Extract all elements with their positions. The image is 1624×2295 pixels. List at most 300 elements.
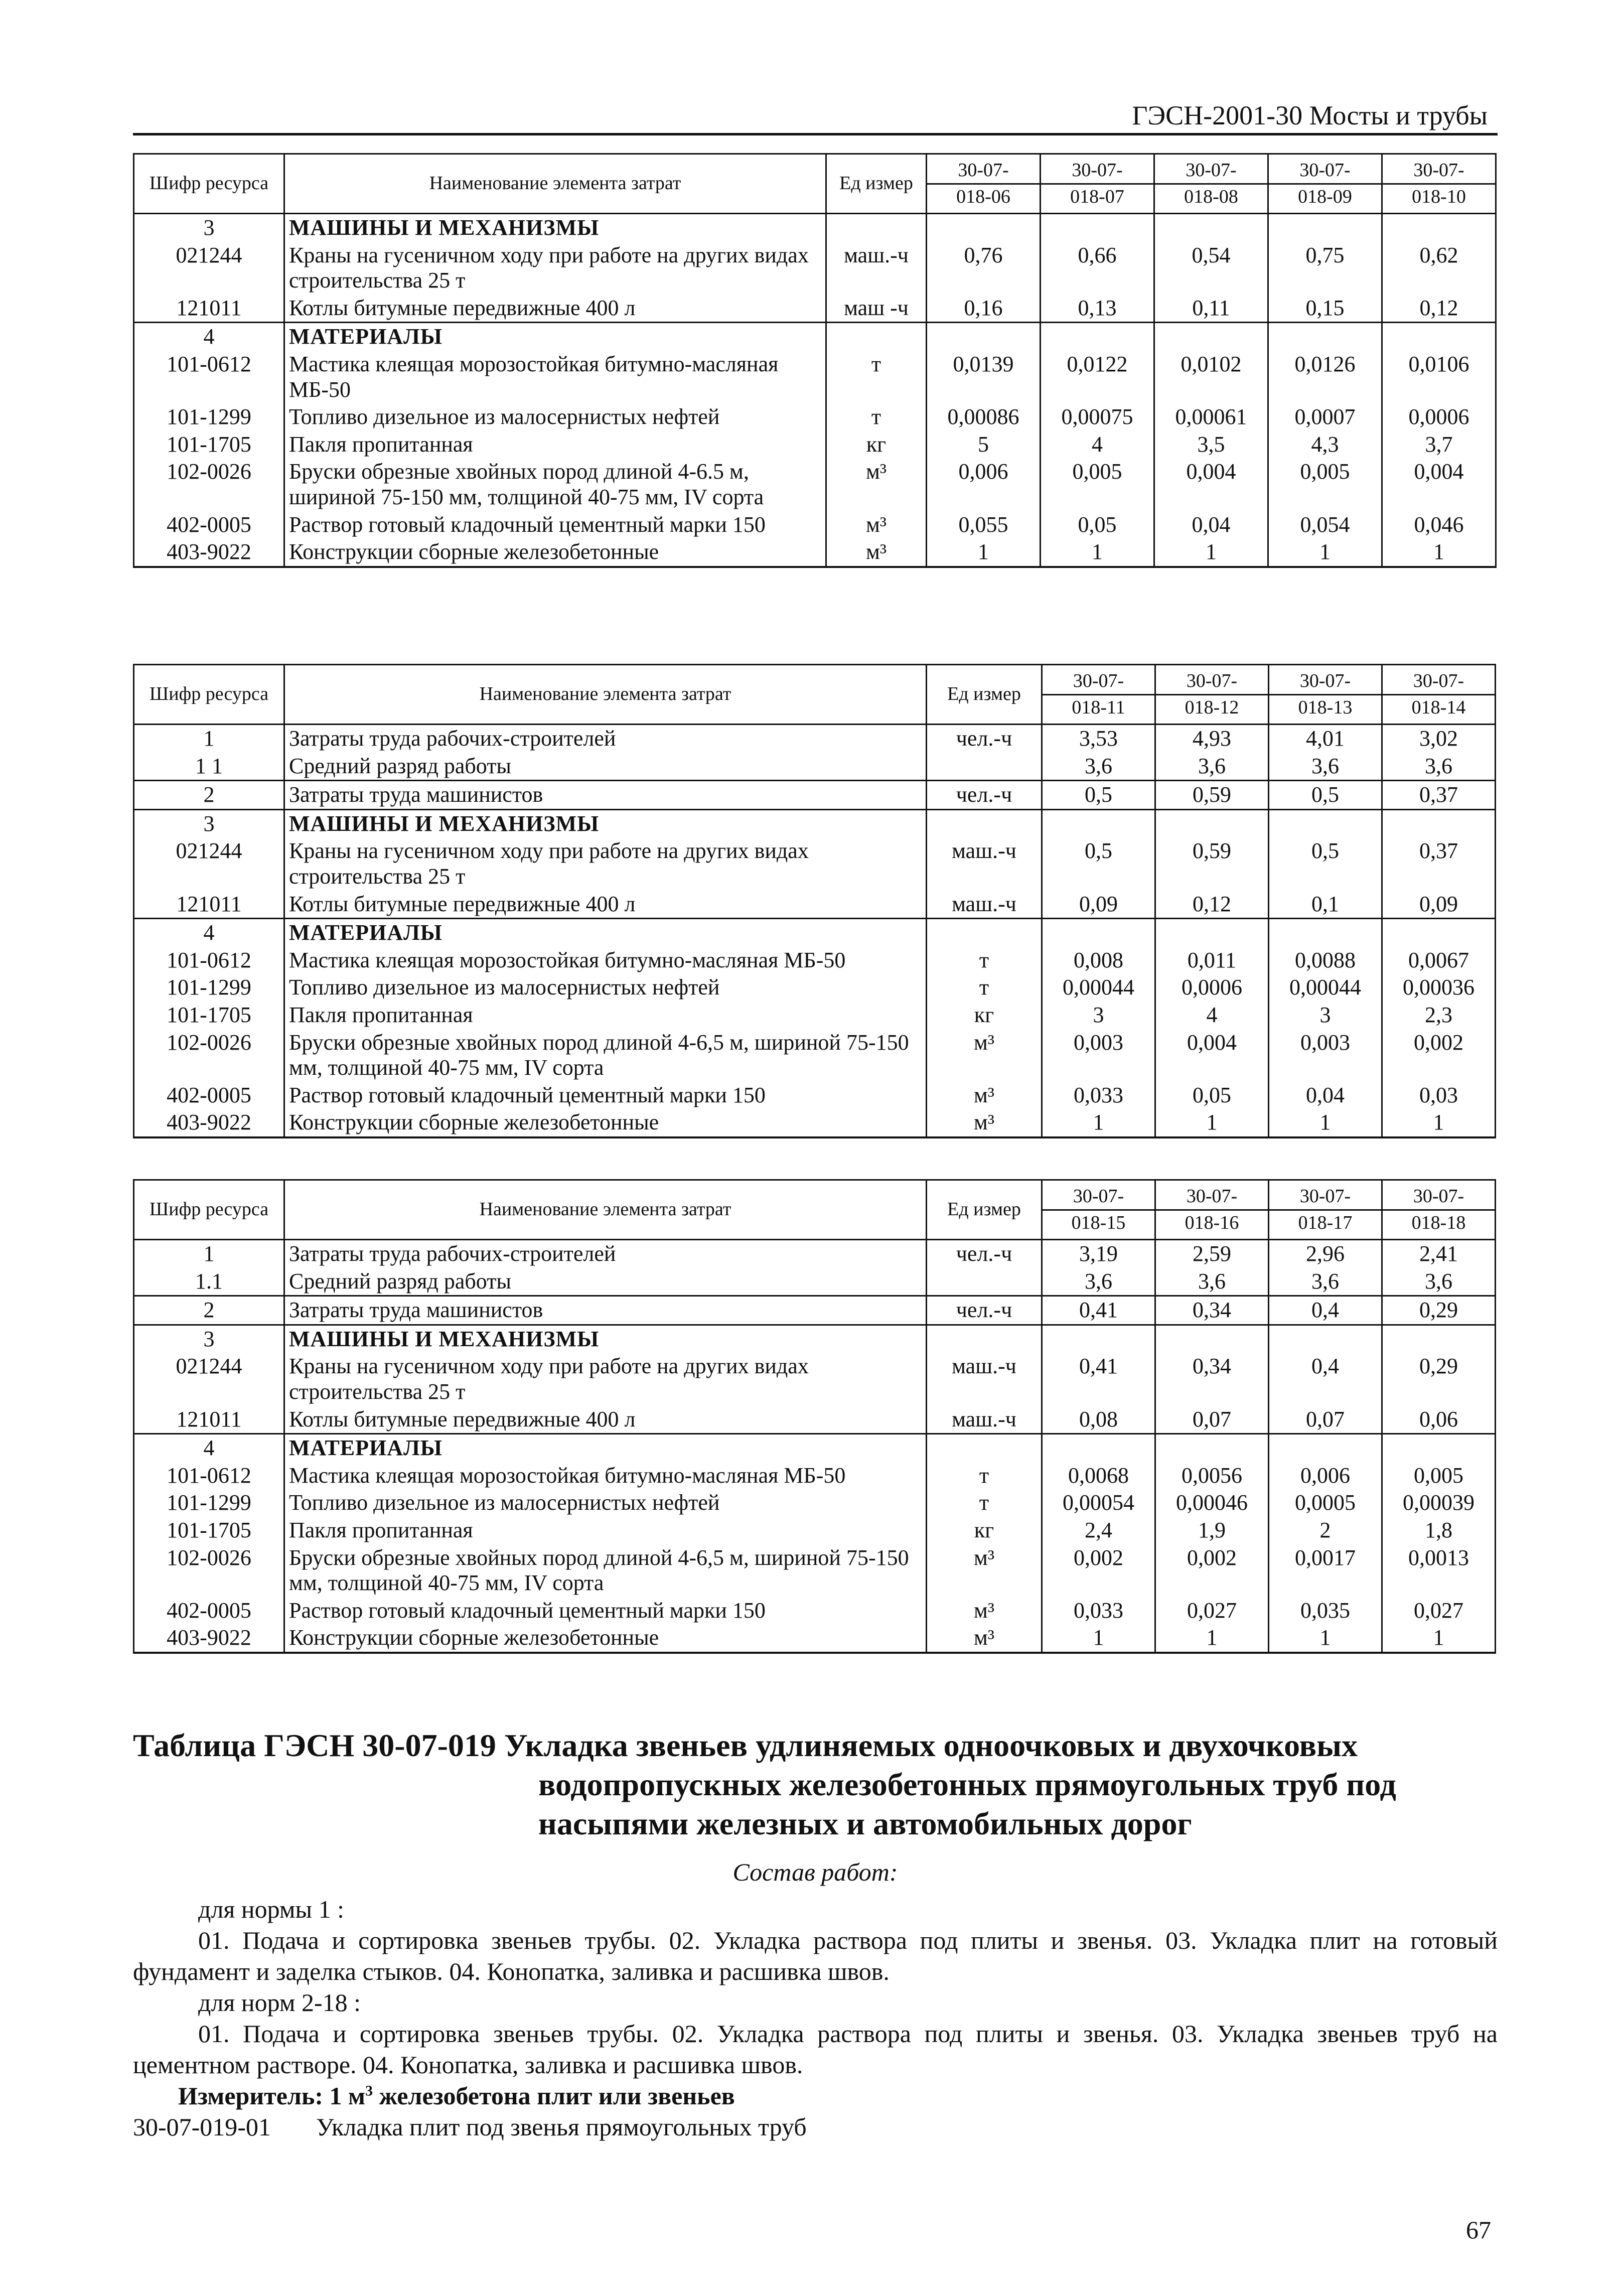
resource-value xyxy=(927,323,1041,351)
resource-code: 402-0005 xyxy=(134,1082,284,1109)
resource-value: 0,0068 xyxy=(1042,1462,1155,1490)
resource-code: 403-9022 xyxy=(134,538,284,567)
resource-value xyxy=(1155,809,1269,837)
resource-value: 0,011 xyxy=(1155,947,1269,974)
resource-code: 101-0612 xyxy=(134,947,284,974)
section-row xyxy=(134,1434,1496,1462)
resource-value: 0,00036 xyxy=(1382,974,1496,1001)
resource-value: 0,00054 xyxy=(1042,1489,1155,1517)
header-unit: Ед измер xyxy=(927,665,1042,725)
header-norm-column xyxy=(1382,1180,1496,1240)
resource-name: Средний разряд работы xyxy=(284,1268,927,1296)
resource-value xyxy=(1041,214,1154,242)
resource-value xyxy=(1382,1434,1496,1462)
header-norm-prefix: 30-07- xyxy=(1073,670,1124,691)
work-composition xyxy=(133,1856,1498,2142)
header-norm-prefix: 30-07- xyxy=(1413,159,1464,181)
resource-name: Затраты труда машинистов xyxy=(284,781,927,810)
resource-value: 0,29 xyxy=(1382,1353,1496,1405)
resource-unit: м³ xyxy=(927,1597,1042,1625)
header-name: Наименование элемента затрат xyxy=(284,154,826,214)
header-norm-suffix: 018-11 xyxy=(1043,694,1154,720)
resource-value xyxy=(927,214,1041,242)
header-norm-column xyxy=(1042,1180,1155,1240)
table-row xyxy=(134,538,1496,567)
resource-value: 3 xyxy=(1042,1001,1155,1029)
resource-value: 5 xyxy=(927,431,1041,459)
resource-unit: м³ xyxy=(927,1624,1042,1653)
resource-value: 4 xyxy=(1155,1001,1269,1029)
resource-value: 1 xyxy=(1382,1109,1496,1137)
resource-value: 0,00046 xyxy=(1155,1489,1269,1517)
resource-value: 0,76 xyxy=(927,242,1041,295)
resource-unit: т xyxy=(826,351,927,403)
header-norm-column xyxy=(1041,154,1154,214)
resource-value: 1 xyxy=(1269,1624,1382,1653)
resource-unit: м³ xyxy=(826,538,927,567)
resource-value: 0,4 xyxy=(1269,1353,1382,1405)
resource-value: 2,96 xyxy=(1269,1240,1382,1268)
resource-code: 2 xyxy=(134,781,284,810)
resource-code: 101-0612 xyxy=(134,351,284,403)
resource-value: 0,41 xyxy=(1042,1353,1155,1405)
resource-value xyxy=(1382,919,1496,947)
resource-value xyxy=(1155,1325,1269,1353)
table-019-title xyxy=(133,1726,1498,1843)
resource-value: 0,003 xyxy=(1042,1029,1155,1082)
resource-name: Бруски обрезные хвойных пород длиной 4-6,5 м, шириной 75-150 мм, толщиной 40-75 мм, IV сорта xyxy=(284,1029,927,1082)
resource-name: Конструкции сборные железобетонные xyxy=(284,1109,927,1137)
table-row xyxy=(134,725,1496,753)
header-norm-column xyxy=(1382,154,1496,214)
resource-value: 3,7 xyxy=(1382,431,1496,459)
resource-value: 0,0007 xyxy=(1268,403,1382,431)
resource-code: 021244 xyxy=(134,837,284,890)
table-019-title-line1: Таблица ГЭСН 30-07-019 Укладка звеньев удлиняемых одноочковых и двухочковых xyxy=(133,1728,1358,1763)
resource-code: 3 xyxy=(134,809,284,837)
resource-code: 4 xyxy=(134,1434,284,1462)
resource-value: 0,05 xyxy=(1155,1082,1269,1109)
measure-label: Измеритель: xyxy=(178,2082,324,2110)
resource-code: 101-1299 xyxy=(134,403,284,431)
resource-unit: т xyxy=(927,1462,1042,1490)
resource-value: 0,34 xyxy=(1155,1296,1269,1325)
resource-value: 2,41 xyxy=(1382,1240,1496,1268)
resource-value xyxy=(1382,1325,1496,1353)
resource-name: Топливо дизельное из малосернистых нефтей xyxy=(284,1489,927,1517)
running-header xyxy=(133,98,1498,135)
resource-name: Конструкции сборные железобетонные xyxy=(284,1624,927,1653)
work-heading: Состав работ: xyxy=(732,1858,898,1886)
norm2-label: для норм 2-18 : xyxy=(198,1988,361,2017)
table-row xyxy=(134,1406,1496,1434)
header-norm-suffix: 018-12 xyxy=(1156,694,1268,720)
section-row xyxy=(134,809,1496,837)
resource-value: 0,12 xyxy=(1155,891,1269,919)
resource-value xyxy=(1042,1434,1155,1462)
resource-value: 1 xyxy=(1155,1109,1269,1137)
resource-value: 0,00044 xyxy=(1269,974,1382,1001)
table-row xyxy=(134,295,1496,323)
resource-code: 3 xyxy=(134,214,284,242)
resource-unit xyxy=(826,323,927,351)
resource-table-018-15-18 xyxy=(133,1179,1496,1654)
resource-value: 0,12 xyxy=(1382,295,1496,323)
resource-value: 0,033 xyxy=(1042,1082,1155,1109)
resource-value: 1 xyxy=(1382,538,1496,567)
resource-value xyxy=(1268,214,1382,242)
resource-value xyxy=(1041,323,1154,351)
resource-code: 4 xyxy=(134,919,284,947)
resource-value xyxy=(1382,809,1496,837)
resource-value: 4,3 xyxy=(1268,431,1382,459)
norm-item xyxy=(133,2111,1498,2142)
header-norm-suffix: 018-15 xyxy=(1043,1209,1154,1235)
resource-value: 1 xyxy=(1269,1109,1382,1137)
header-norm-prefix: 30-07- xyxy=(1073,1185,1124,1207)
header-norm-prefix: 30-07- xyxy=(1299,670,1351,691)
resource-value: 0,5 xyxy=(1042,781,1155,810)
table-row xyxy=(134,1268,1496,1296)
header-unit: Ед измер xyxy=(927,1180,1042,1240)
resource-value: 0,34 xyxy=(1155,1353,1269,1405)
resource-code: 1 xyxy=(134,725,284,753)
resource-value: 0,06 xyxy=(1382,1406,1496,1434)
resource-unit: т xyxy=(826,403,927,431)
resource-value xyxy=(1042,809,1155,837)
header-norm-column xyxy=(927,154,1041,214)
resource-value: 0,59 xyxy=(1155,837,1269,890)
resource-value: 0,09 xyxy=(1042,891,1155,919)
resource-value xyxy=(1042,1325,1155,1353)
resource-value: 0,11 xyxy=(1154,295,1268,323)
resource-name: Раствор готовый кладочный цементный марки 150 xyxy=(284,1082,927,1109)
resource-value: 0,0017 xyxy=(1269,1544,1382,1597)
resource-value: 3,6 xyxy=(1042,1268,1155,1296)
resource-code: 021244 xyxy=(134,242,284,295)
resource-value: 0,08 xyxy=(1042,1406,1155,1434)
header-norm-column xyxy=(1269,665,1382,725)
resource-value: 0,0067 xyxy=(1382,947,1496,974)
resource-value: 0,0013 xyxy=(1382,1544,1496,1597)
measure-line xyxy=(133,2080,1498,2111)
resource-code: 2 xyxy=(134,1296,284,1325)
section-row xyxy=(134,919,1496,947)
resource-value xyxy=(1382,214,1496,242)
resource-code: 402-0005 xyxy=(134,511,284,539)
resource-value: 0,0056 xyxy=(1155,1462,1269,1490)
table-row xyxy=(134,974,1496,1001)
resource-value: 0,41 xyxy=(1042,1296,1155,1325)
resource-unit xyxy=(927,753,1042,781)
resource-name: Котлы битумные передвижные 400 л xyxy=(284,891,927,919)
resource-value: 0,37 xyxy=(1382,837,1496,890)
header-norm-suffix: 018-14 xyxy=(1383,694,1495,720)
resource-name: Пакля пропитанная xyxy=(284,1517,927,1544)
resource-code: 121011 xyxy=(134,1406,284,1434)
resource-value: 2,59 xyxy=(1155,1240,1269,1268)
resource-unit: маш.-ч xyxy=(927,837,1042,890)
header-norm-prefix: 30-07- xyxy=(1299,159,1351,181)
resource-code: 4 xyxy=(134,323,284,351)
header-norm-suffix: 018-10 xyxy=(1383,183,1495,209)
resource-value: 4,93 xyxy=(1155,725,1269,753)
resource-unit xyxy=(927,919,1042,947)
resource-code: 102-0026 xyxy=(134,1544,284,1597)
table-row xyxy=(134,1462,1496,1490)
resource-code: 102-0026 xyxy=(134,1029,284,1082)
resource-code: 102-0026 xyxy=(134,458,284,511)
resource-value: 0,13 xyxy=(1041,295,1154,323)
resource-value: 3,6 xyxy=(1269,753,1382,781)
resource-value: 0,005 xyxy=(1041,458,1154,511)
header-norm-suffix: 018-18 xyxy=(1383,1209,1495,1235)
resource-code: 101-1299 xyxy=(134,974,284,1001)
resource-value: 0,05 xyxy=(1041,511,1154,539)
resource-value: 0,0006 xyxy=(1155,974,1269,1001)
table-019-title-line2: водопропускных железобетонных прямоугольных труб под xyxy=(538,1767,1396,1803)
resource-value: 1 xyxy=(1382,1624,1496,1653)
header-norm-suffix: 018-06 xyxy=(927,183,1040,209)
resource-value: 3,02 xyxy=(1382,725,1496,753)
page-number: 67 xyxy=(1466,2216,1491,2244)
resource-name: Пакля пропитанная xyxy=(284,431,826,459)
resource-value: 0,054 xyxy=(1268,511,1382,539)
header-norm-suffix: 018-16 xyxy=(1156,1209,1268,1235)
table-row xyxy=(134,1109,1496,1137)
resource-unit xyxy=(927,1268,1042,1296)
resource-value: 0,003 xyxy=(1269,1029,1382,1082)
norm1-label: для нормы 1 : xyxy=(198,1895,345,1923)
resource-value: 0,00061 xyxy=(1154,403,1268,431)
resource-value: 1 xyxy=(1268,538,1382,567)
resource-name: Краны на гусеничном ходу при работе на других видах строительства 25 т xyxy=(284,837,927,890)
resource-value: 0,0106 xyxy=(1382,351,1496,403)
resource-value xyxy=(1382,323,1496,351)
resource-unit: т xyxy=(927,1489,1042,1517)
resource-value: 0,005 xyxy=(1268,458,1382,511)
resource-value: 0,00039 xyxy=(1382,1489,1496,1517)
table-row xyxy=(134,781,1496,810)
resource-value: 0,004 xyxy=(1154,458,1268,511)
header-code: Шифр ресурса xyxy=(134,1180,284,1240)
resource-value: 4,01 xyxy=(1269,725,1382,753)
resource-unit: т xyxy=(927,974,1042,1001)
table-row xyxy=(134,891,1496,919)
resource-value: 0,59 xyxy=(1155,781,1269,810)
resource-unit: т xyxy=(927,947,1042,974)
resource-code: 1.1 xyxy=(134,1268,284,1296)
resource-value: 3,6 xyxy=(1269,1268,1382,1296)
resource-unit: кг xyxy=(927,1517,1042,1544)
resource-value: 0,29 xyxy=(1382,1296,1496,1325)
resource-value: 2 xyxy=(1269,1517,1382,1544)
resource-value: 0,5 xyxy=(1269,781,1382,810)
resource-unit: маш.-ч xyxy=(826,242,927,295)
resource-table-018-11-14 xyxy=(133,664,1496,1138)
resource-value: 0,0088 xyxy=(1269,947,1382,974)
resource-unit: чел.-ч xyxy=(927,725,1042,753)
resource-value: 2,4 xyxy=(1042,1517,1155,1544)
header-norm-prefix: 30-07- xyxy=(1186,1185,1238,1207)
header-name: Наименование элемента затрат xyxy=(284,1180,927,1240)
resource-value: 0,002 xyxy=(1042,1544,1155,1597)
resource-unit: м³ xyxy=(826,458,927,511)
norm-item-code: 30-07-019-01 xyxy=(133,2113,271,2141)
header-norm-suffix: 018-07 xyxy=(1041,183,1153,209)
resource-unit: маш.-ч xyxy=(927,891,1042,919)
resource-value: 0,0102 xyxy=(1154,351,1268,403)
resource-value: 0,0006 xyxy=(1382,403,1496,431)
resource-value: 3,6 xyxy=(1155,1268,1269,1296)
resource-name: Котлы битумные передвижные 400 л xyxy=(284,295,826,323)
table-row xyxy=(134,947,1496,974)
resource-value: 0,15 xyxy=(1268,295,1382,323)
resource-name: Мастика клеящая морозостойкая битумно-масляная МБ-50 xyxy=(284,351,826,403)
table-row xyxy=(134,753,1496,781)
resource-value: 0,5 xyxy=(1042,837,1155,890)
resource-value: 3,6 xyxy=(1155,753,1269,781)
resource-value: 0,54 xyxy=(1154,242,1268,295)
table-row xyxy=(134,1624,1496,1653)
resource-value: 3,19 xyxy=(1042,1240,1155,1268)
resource-unit: м³ xyxy=(927,1109,1042,1137)
resource-value: 0,04 xyxy=(1154,511,1268,539)
header-norm-suffix: 018-13 xyxy=(1269,694,1381,720)
table-row xyxy=(134,242,1496,295)
resource-code: 101-1705 xyxy=(134,1517,284,1544)
resource-value xyxy=(1154,214,1268,242)
resource-name: МАШИНЫ И МЕХАНИЗМЫ xyxy=(284,809,927,837)
resource-unit: м³ xyxy=(927,1544,1042,1597)
resource-value xyxy=(1042,919,1155,947)
resource-unit xyxy=(826,214,927,242)
running-header-title: ГЭСН-2001-30 Мосты и трубы xyxy=(1132,100,1488,130)
resource-unit: чел.-ч xyxy=(927,781,1042,810)
header-norm-column xyxy=(1154,154,1268,214)
resource-value: 1 xyxy=(1154,538,1268,567)
resource-name: Котлы битумные передвижные 400 л xyxy=(284,1406,927,1434)
resource-code: 021244 xyxy=(134,1353,284,1405)
table-row xyxy=(134,1517,1496,1544)
resource-value xyxy=(1268,323,1382,351)
header-norm-prefix: 30-07- xyxy=(1186,159,1237,181)
resource-value: 0,0005 xyxy=(1269,1489,1382,1517)
table-row xyxy=(134,837,1496,890)
resource-name: МАШИНЫ И МЕХАНИЗМЫ xyxy=(284,1325,927,1353)
resource-value: 0,004 xyxy=(1382,458,1496,511)
resource-name: МАТЕРИАЛЫ xyxy=(284,919,927,947)
resource-value: 3,6 xyxy=(1382,1268,1496,1296)
header-norm-prefix: 30-07- xyxy=(1413,1185,1464,1207)
header-norm-suffix: 018-17 xyxy=(1269,1209,1381,1235)
resource-value: 0,00044 xyxy=(1042,974,1155,1001)
resource-code: 101-1299 xyxy=(134,1489,284,1517)
table-row xyxy=(134,511,1496,539)
norm-item-name: Укладка плит под звенья прямоугольных труб xyxy=(316,2113,807,2141)
resource-code: 1 xyxy=(134,1240,284,1268)
resource-value: 4 xyxy=(1041,431,1154,459)
resource-code: 121011 xyxy=(134,891,284,919)
resource-value: 0,006 xyxy=(1269,1462,1382,1490)
resource-unit xyxy=(927,809,1042,837)
resource-value: 0,004 xyxy=(1155,1029,1269,1082)
resource-unit: маш.-ч xyxy=(927,1353,1042,1405)
resource-unit: кг xyxy=(927,1001,1042,1029)
header-unit: Ед измер xyxy=(826,154,927,214)
resource-value: 3,6 xyxy=(1042,753,1155,781)
table-row xyxy=(134,1597,1496,1625)
section-row xyxy=(134,323,1496,351)
resource-unit: м³ xyxy=(927,1082,1042,1109)
table-row xyxy=(134,351,1496,403)
resource-value: 0,62 xyxy=(1382,242,1496,295)
resource-value: 0,04 xyxy=(1269,1082,1382,1109)
resource-code: 1 1 xyxy=(134,753,284,781)
header-norm-column xyxy=(1155,1180,1269,1240)
resource-value: 3,5 xyxy=(1154,431,1268,459)
table-row xyxy=(134,458,1496,511)
resource-value: 0,4 xyxy=(1269,1296,1382,1325)
table-row xyxy=(134,431,1496,459)
resource-unit: м³ xyxy=(927,1029,1042,1082)
header-norm-column xyxy=(1042,665,1155,725)
resource-unit: маш.-ч xyxy=(927,1406,1042,1434)
table-row xyxy=(134,1240,1496,1268)
table-row xyxy=(134,1296,1496,1325)
header-norm-suffix: 018-09 xyxy=(1269,183,1381,209)
resource-value: 0,0139 xyxy=(927,351,1041,403)
resource-value: 0,035 xyxy=(1269,1597,1382,1625)
resource-value xyxy=(1155,919,1269,947)
table-row xyxy=(134,1082,1496,1109)
resource-name: Раствор готовый кладочный цементный марки 150 xyxy=(284,1597,927,1625)
resource-value: 0,07 xyxy=(1155,1406,1269,1434)
table-row xyxy=(134,1489,1496,1517)
resource-name: Средний разряд работы xyxy=(284,753,927,781)
resource-value: 0,002 xyxy=(1155,1544,1269,1597)
resource-value: 0,0122 xyxy=(1041,351,1154,403)
header-name: Наименование элемента затрат xyxy=(284,665,927,725)
header-norm-column xyxy=(1268,154,1382,214)
resource-unit: кг xyxy=(826,431,927,459)
resource-code: 3 xyxy=(134,1325,284,1353)
resource-name: МАШИНЫ И МЕХАНИЗМЫ xyxy=(284,214,826,242)
resource-code: 402-0005 xyxy=(134,1597,284,1625)
resource-value: 0,008 xyxy=(1042,947,1155,974)
resource-value xyxy=(1269,1325,1382,1353)
resource-value: 0,0126 xyxy=(1268,351,1382,403)
header-norm-prefix: 30-07- xyxy=(1186,670,1238,691)
header-norm-suffix: 018-08 xyxy=(1155,183,1267,209)
resource-value: 1 xyxy=(1041,538,1154,567)
resource-name: Мастика клеящая морозостойкая битумно-масляная МБ-50 xyxy=(284,1462,927,1490)
resource-value: 1 xyxy=(927,538,1041,567)
resource-name: Краны на гусеничном ходу при работе на других видах строительства 25 т xyxy=(284,242,826,295)
resource-value: 3,6 xyxy=(1382,753,1496,781)
resource-name: Мастика клеящая морозостойкая битумно-масляная МБ-50 xyxy=(284,947,927,974)
resource-value: 0,006 xyxy=(927,458,1041,511)
resource-value: 0,055 xyxy=(927,511,1041,539)
header-norm-column xyxy=(1269,1180,1382,1240)
resource-unit xyxy=(927,1325,1042,1353)
resource-name: Конструкции сборные железобетонные xyxy=(284,538,826,567)
measure-value: 1 $м^3$ железобетона плит или звеньев xyxy=(329,2082,735,2110)
header-norm-prefix: 30-07- xyxy=(958,159,1009,181)
resource-value: 1,9 xyxy=(1155,1517,1269,1544)
resource-unit: чел.-ч xyxy=(927,1296,1042,1325)
resource-name: Раствор готовый кладочный цементный марки 150 xyxy=(284,511,826,539)
